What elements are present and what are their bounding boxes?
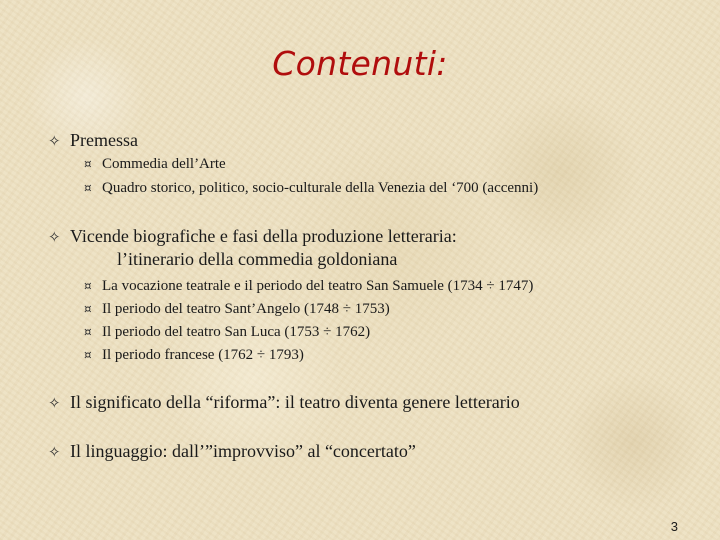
currency-bullet-icon: ¤ [84, 302, 92, 316]
bullet-item-riforma [48, 391, 520, 414]
currency-bullet-icon: ¤ [84, 157, 92, 171]
currency-bullet-icon: ¤ [84, 279, 92, 293]
sub-item-text: La vocazione teatrale e il periodo del teatro San Samuele (1734 ÷ 1747) [102, 278, 534, 294]
slide-title: Contenuti: [272, 44, 448, 83]
sub-item [84, 153, 226, 175]
star-bullet-icon: ✧ [48, 228, 61, 246]
page-number: 3 [670, 519, 678, 534]
sub-item-text: Il periodo del teatro San Luca (1753 ÷ 1762) [102, 324, 371, 340]
bullet-text: Il linguaggio: dall’”improvviso” al “concertato” [70, 441, 416, 461]
bullet-item-linguaggio [48, 440, 416, 463]
bullet-text: Premessa [70, 130, 138, 150]
sub-item-text: Il periodo francese (1762 ÷ 1793) [102, 347, 304, 363]
bullet-text-continuation: l’itinerario della commedia goldoniana [117, 249, 398, 269]
currency-bullet-icon: ¤ [84, 325, 92, 339]
star-bullet-icon: ✧ [48, 443, 61, 461]
sub-item [84, 344, 304, 366]
bullet-item-premessa [48, 129, 138, 152]
bullet-text: Il significato della “riforma”: il teatro diventa genere letterario [70, 392, 520, 412]
sub-item [84, 298, 390, 320]
sub-item-text: Il periodo del teatro Sant’Angelo (1748 ÷ 1753) [102, 301, 390, 317]
bullet-text: Vicende biografiche e fasi della produzione letteraria: [70, 226, 457, 246]
star-bullet-icon: ✧ [48, 132, 61, 150]
bullet-item-vicende [48, 225, 457, 270]
sub-item-text: Quadro storico, politico, socio-culturale della Venezia del ‘700 (accenni) [102, 180, 539, 196]
star-bullet-icon: ✧ [48, 394, 61, 412]
sub-item [84, 321, 370, 343]
sub-item [84, 275, 533, 297]
sub-item-text: Commedia dell’Arte [102, 156, 226, 172]
currency-bullet-icon: ¤ [84, 181, 92, 195]
currency-bullet-icon: ¤ [84, 348, 92, 362]
sub-item [84, 177, 538, 199]
